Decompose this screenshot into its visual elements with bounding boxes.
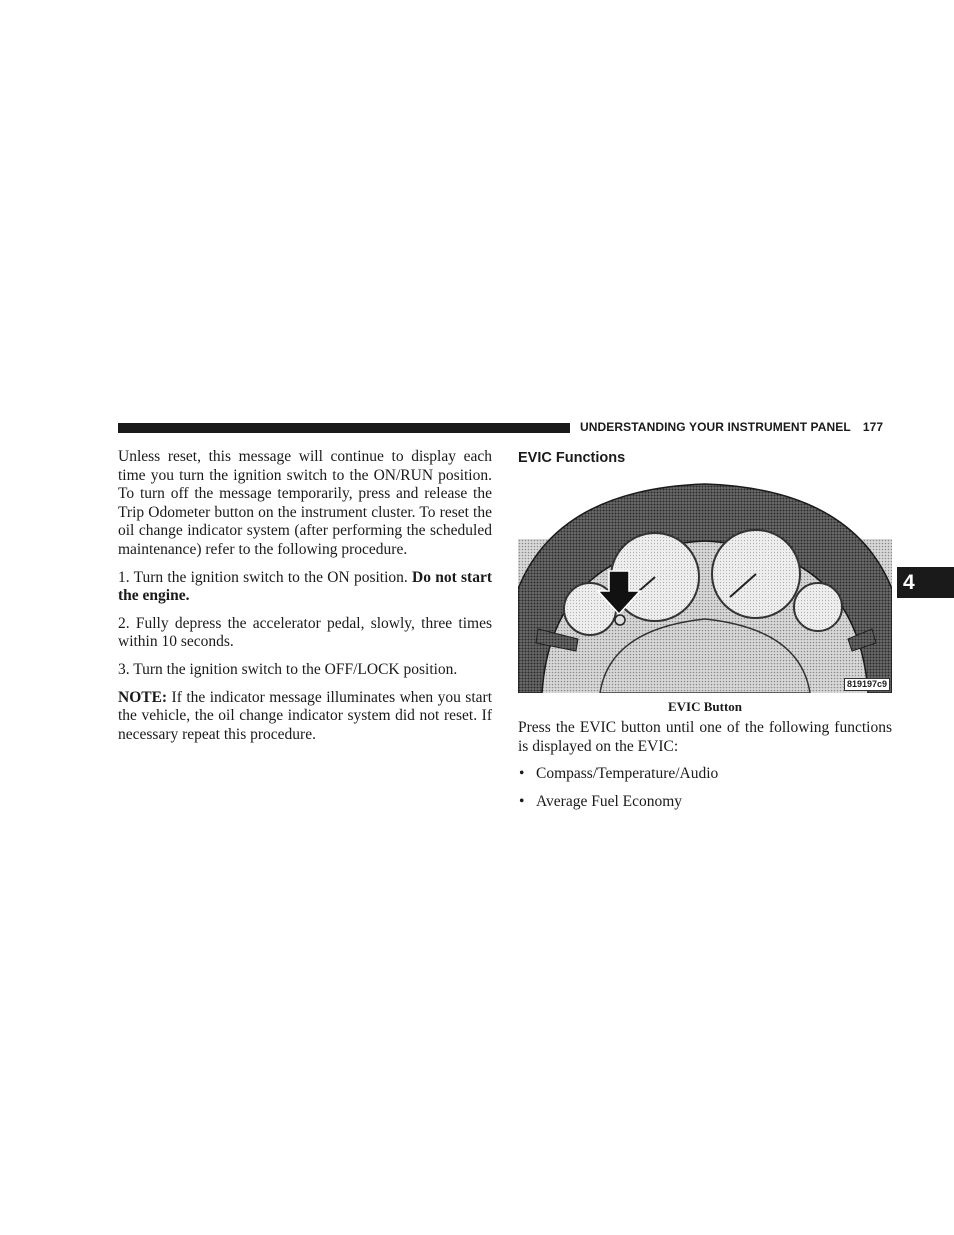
page-number: 177 <box>862 420 884 434</box>
note-text: If the indicator message illuminates when you start the vehicle, the oil change indicator system did not reset. If necessary repeat this procedure. <box>118 688 492 743</box>
instrument-cluster-illustration <box>518 479 892 693</box>
section-heading: EVIC Functions <box>518 450 626 466</box>
note-paragraph <box>118 689 492 745</box>
function-list <box>518 765 892 811</box>
step-2: 2. Fully depress the accelerator pedal, slowly, three times within 10 seconds. <box>118 614 492 651</box>
list-item: • Compass/Temperature/Audio <box>518 765 892 784</box>
intro-paragraph: Unless reset, this message will continue to display each time you turn the ignition switch to the ON/RUN position. To turn off the message temporarily, press and release the Trip Odometer button on the instrument cluster. To reset the oil change indicator system (after performing the scheduled maintenance) refer to the following procedure. <box>118 448 492 558</box>
evic-figure <box>518 479 892 693</box>
right-column <box>518 448 892 811</box>
step-1-warning: Do not start the engine. <box>118 568 492 605</box>
left-column <box>118 448 492 744</box>
running-header <box>580 420 892 434</box>
figure-id: 819197c9 <box>844 678 890 691</box>
step-1-text: 1. Turn the ignition switch to the ON position. <box>118 568 413 586</box>
evic-instructions: Press the EVIC button until one of the following functions is displayed on the EVIC: <box>518 719 892 755</box>
step-1 <box>118 569 492 606</box>
step-3: 3. Turn the ignition switch to the OFF/LOCK position. <box>118 660 458 678</box>
figure-caption: EVIC Button <box>667 699 743 714</box>
note-label: NOTE: <box>118 688 168 706</box>
section-title: UNDERSTANDING YOUR INSTRUMENT PANEL <box>580 420 851 434</box>
header-rule <box>118 423 570 433</box>
list-item: • Average Fuel Economy <box>518 793 892 812</box>
chapter-tab: 4 <box>897 567 954 598</box>
